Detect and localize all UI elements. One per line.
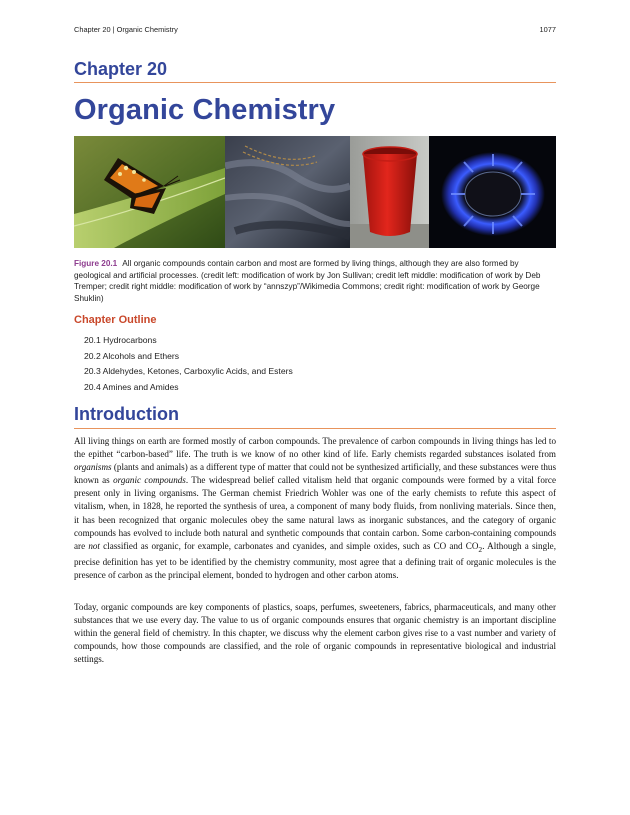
red-cup-photo xyxy=(350,136,429,248)
introduction-heading: Introduction xyxy=(74,404,179,424)
outline-item[interactable]: 20.1 Hydrocarbons xyxy=(84,335,157,345)
outline-item[interactable]: 20.4 Amines and Amides xyxy=(84,381,179,392)
page-number: 1077 xyxy=(539,25,556,34)
outline-item[interactable]: 20.2 Alcohols and Ethers xyxy=(84,350,180,361)
chapter-rule xyxy=(74,82,556,83)
subscript: 2 xyxy=(478,544,483,554)
introduction-paragraph-2: Today, organic compounds are key components of plastics, soaps, perfumes, sweeteners, fabrics, pharmaceuticals, and many other substances that we use every day. The value to us of organic compounds ensures that organic chemistry is an important discipline within the general field of chemistry. In this chapter, we discuss why the element carbon gives rise to a vast number and variety of compounds, how those compounds are classified, and the role of organic compounds in representative biological and industrial settings. xyxy=(74,602,556,665)
emphasis: organic compounds xyxy=(113,475,186,486)
butterfly-photo xyxy=(74,136,225,248)
denim-photo xyxy=(225,136,350,248)
chapter-outline-heading: Chapter Outline xyxy=(74,314,157,326)
figure-image-strip xyxy=(74,136,556,248)
running-title: Chapter 20 | Organic Chemistry xyxy=(74,25,178,34)
figure-caption-text: All organic compounds contain carbon and most are formed by living things, although they are also formed by geological and artificial processes. (credit left: modification of work by Jon Sullivan; credit left middle: modification of work by Deb Tremper; credit right middle: modification of work by “annszyp”/Wikimedia Commons; credit right: modification of work by George Shuklin) xyxy=(74,259,541,303)
outline-item[interactable]: 20.3 Aldehydes, Ketones, Carboxylic Acids, and Esters xyxy=(84,366,293,377)
introduction-paragraph-1 xyxy=(74,435,556,582)
gas-flame-photo xyxy=(429,136,556,248)
text-run: . Although a single, precise definition has yet to be identified by the chemistry community, most agree that a defining trait of organic molecules is the presence of carbon as the principal element, bonded to hydrogen and other carbon atoms. xyxy=(74,540,556,580)
text-run: classified as organic, for example, carbonates and cyanides, and simple oxides, such as CO and CO xyxy=(99,540,479,551)
figure-label: Figure 20.1 xyxy=(74,259,118,268)
introduction-rule xyxy=(74,428,556,429)
emphasis: organisms xyxy=(74,462,112,473)
chapter-outline-list xyxy=(84,333,293,395)
text-run: (plants and animals) as a different type of matter that could not be synthesized artificially, and these substances were thus known as xyxy=(74,462,556,486)
chapter-label: Chapter 20 xyxy=(74,59,168,79)
chapter-title: Organic Chemistry xyxy=(74,94,336,126)
figure-caption xyxy=(74,258,556,304)
running-header xyxy=(74,25,556,37)
text-run: . The widespread belief called vitalism held that organic compounds were formed by a vital force present only in living organisms. The German chemist Friedrich Wohler was one of the early chemists to refute this aspect of vitalism, when, in 1828, he reported the synthesis of urea, a component of many body fluids, from nonliving materials. Since then, it has been recognized that organic molecules obey the same natural laws as inorganic substances, and the category of organic compounds has evolved to include both natural and synthetic compounds that contain carbon. Some carbon-containing compounds are xyxy=(74,475,556,551)
text-run: All living things on earth are formed mostly of carbon compounds. The prevalence of carbon compounds in living things has led to the epithet “carbon-based” life. The truth is we know of no other kind of life. Early chemists regarded substances isolated from xyxy=(74,436,556,460)
emphasis: not xyxy=(88,540,100,551)
